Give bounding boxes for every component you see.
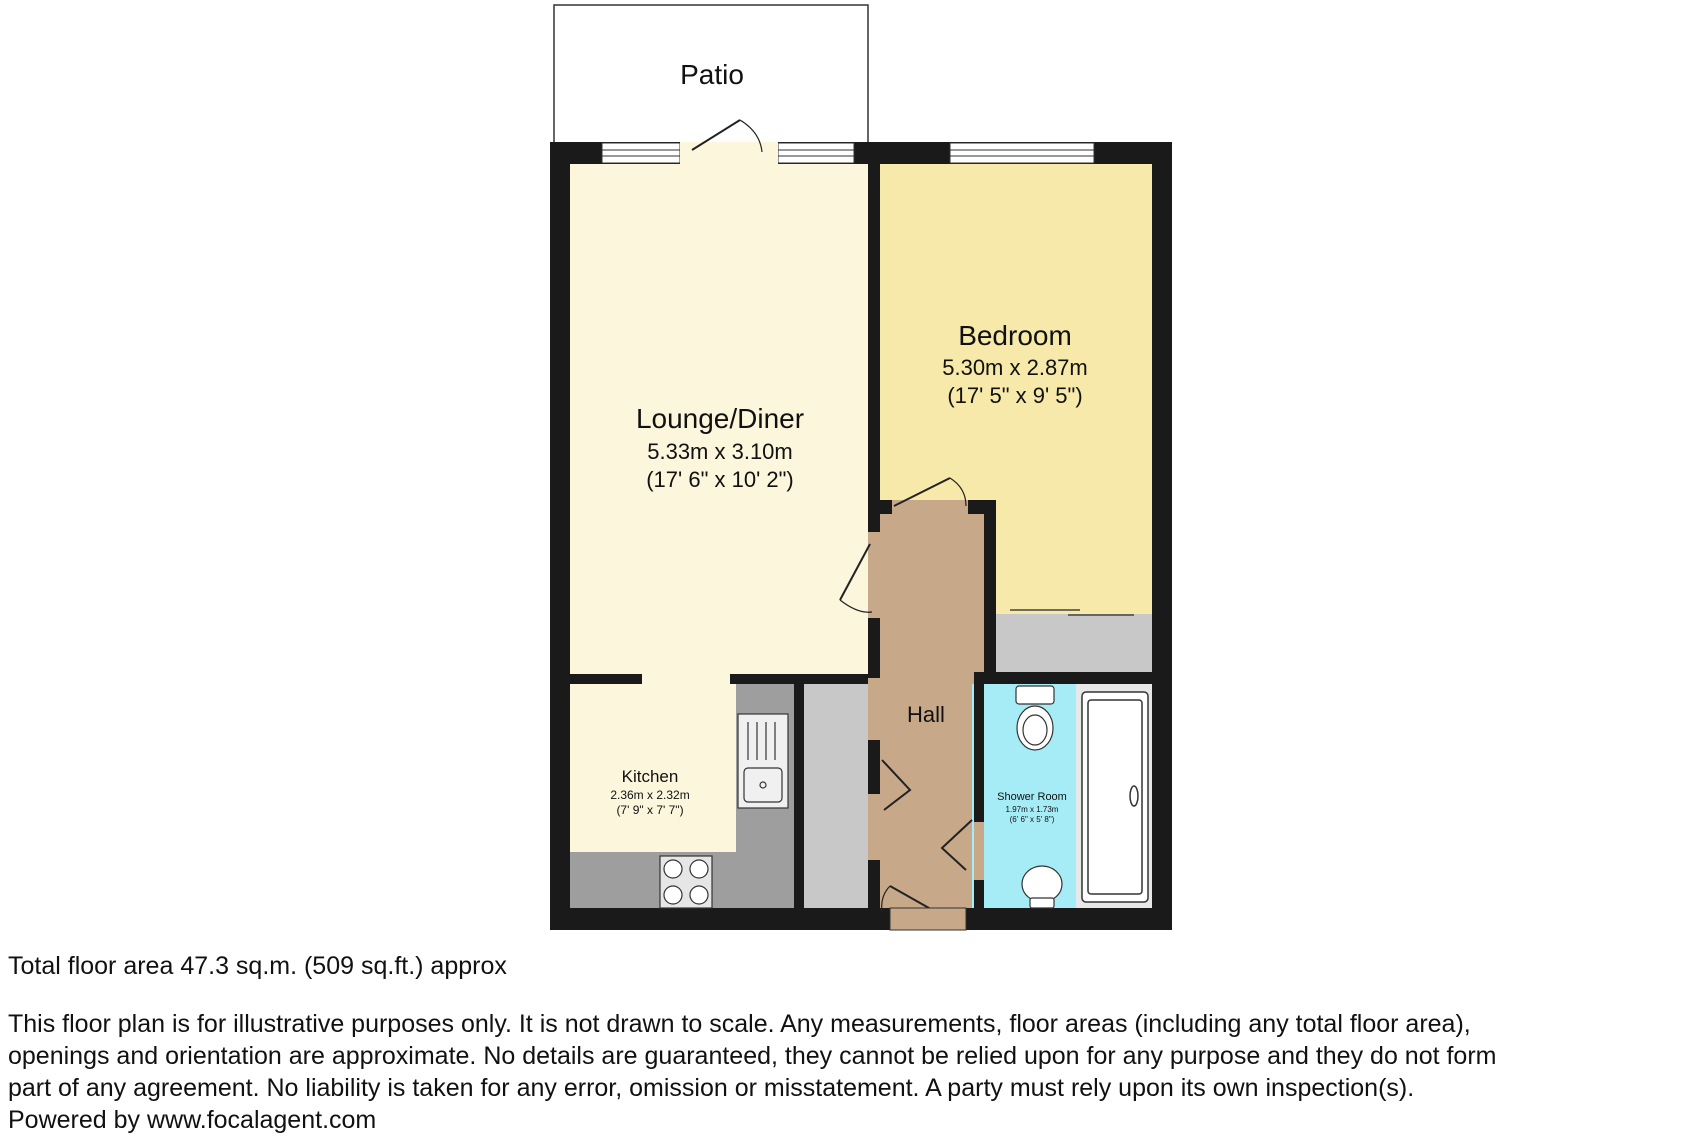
toilet-icon <box>1016 686 1054 750</box>
bedroom-imperial: (17' 5" x 9' 5") <box>947 383 1083 408</box>
lounge-label: Lounge/Diner <box>635 403 805 434</box>
shower-tray-icon <box>1082 692 1148 902</box>
lounge-metric: 5.33m x 3.10m <box>647 439 793 464</box>
disclaimer-line: This floor plan is for illustrative purposes only. It is not drawn to scale. Any measurements, floor areas (including any total floor area), <box>8 1010 1471 1038</box>
powered-by-text: Powered by www.focalagent.com <box>8 1106 377 1134</box>
kitchen-label: Kitchen <box>621 767 679 786</box>
windows <box>602 143 1094 163</box>
shower-label: Shower Room <box>997 791 1067 803</box>
disclaimer-line: part of any agreement. No liability is taken for any error, omission or misstatement. A party must rely upon its own inspection(s). <box>8 1074 1415 1102</box>
total-floor-area: Total floor area 47.3 sq.m. (509 sq.ft.) approx <box>8 952 507 980</box>
lounge-imperial: (17' 6" x 10' 2") <box>646 467 794 492</box>
kitchen-imperial: (7' 9" x 7' 7") <box>616 803 684 817</box>
cupboard-floor <box>804 684 868 908</box>
bedroom-label: Bedroom <box>958 320 1072 351</box>
disclaimer <box>8 1008 1678 1136</box>
kitchen-metric: 2.36m x 2.32m <box>610 788 690 802</box>
kitchen-sink <box>738 714 788 808</box>
patio-label: Patio <box>680 59 744 90</box>
wardrobe-floor <box>996 614 1152 672</box>
hall-label: Hall <box>907 702 945 727</box>
shower-imperial: (6' 6" x 5' 8") <box>1009 815 1055 824</box>
bedroom-metric: 5.30m x 2.87m <box>942 355 1088 380</box>
kitchen-hob <box>660 856 712 908</box>
shower-metric: 1.97m x 1.73m <box>1005 805 1059 814</box>
disclaimer-line: openings and orientation are approximate. No details are guaranteed, they cannot be relied upon for any purpose and they do not form <box>8 1042 1497 1070</box>
